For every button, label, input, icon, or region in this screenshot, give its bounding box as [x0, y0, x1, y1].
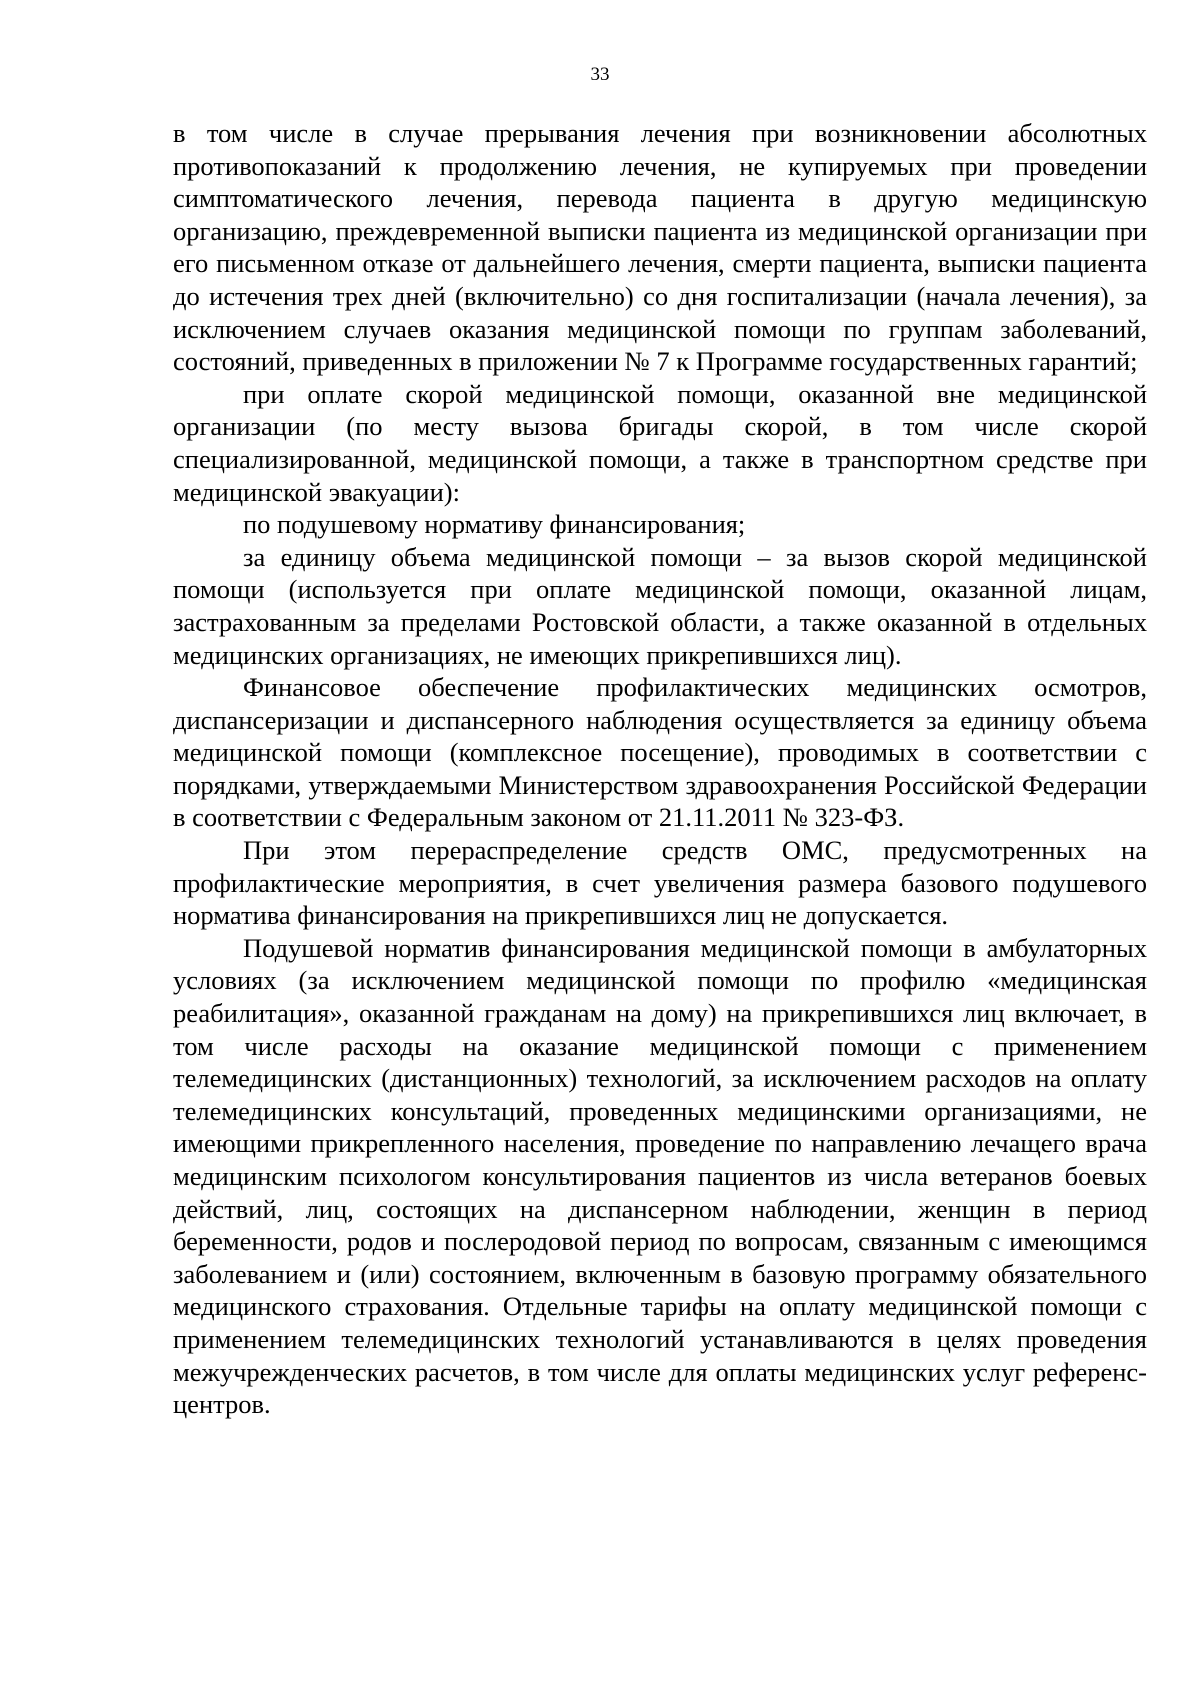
paragraph-per-capita-standard: по подушевому нормативу финансирования; — [243, 509, 746, 540]
paragraph-preventive-financing: Финансовое обеспечение профилактических медицинских осмотров, диспансеризации и диспансерного наблюдения осуществляется за единицу объема медицинской помощи (комплексное посещение), проводимых в соответствии с порядками, утверждаемыми Министерством здравоохранения Российской Федерации в соответствии с Федеральным законом от 21.11.2011 № 323-ФЗ. — [173, 672, 1147, 833]
page-number: 33 — [590, 64, 610, 85]
paragraph-ambulance-payment: при оплате скорой медицинской помощи, оказанной вне медицинской организации (по месту вызова бригады скорой, в том числе скорой специализированной, медицинской помощи, а также в транспортном средстве при медицинской эвакуации): — [173, 378, 1147, 507]
document-body — [173, 117, 1147, 1421]
paragraph-per-call-payment: за единицу объема медицинской помощи – за вызов скорой медицинской помощи (используется при оплате медицинской помощи, оказанной лицам, застрахованным за пределами Ростовской области, а также оказанной в отдельных медицинских организациях, не имеющих прикрепившихся лиц). — [173, 541, 1147, 670]
paragraph-outpatient-standard: Подушевой норматив финансирования медицинской помощи в амбулаторных условиях (за исключением медицинской помощи по профилю «медицинская реабилитация», оказанной гражданам на дому) на прикрепившихся лиц включает, в том числе расходы на оказание медицинской помощи с применением телемедицинских (дистанционных) технологий, за исключением расходов на оплату телемедицинских консультаций, проведенных медицинскими организациями, не имеющими прикрепленного населения, проведение по направлению лечащего врача медицинским психологом консультирования пациентов из числа ветеранов боевых действий, лиц, состоящих на диспансерном наблюдении, женщин в период беременности, родов и послеродовой период по вопросам, связанным с имеющимся заболеванием и (или) состоянием, включенным в базовую программу обязательного медицинского страхования. Отдельные тарифы на оплату медицинской помощи с применением телемедицинских технологий устанавливаются в целях проведения межучрежденческих расчетов, в том числе для оплаты медицинских услуг референс-центров. — [173, 932, 1147, 1420]
paragraph-continuation: в том числе в случае прерывания лечения при возникновении абсолютных противопоказаний к продолжению лечения, не купируемых при проведении симптоматического лечения, перевода пациента в другую медицинскую организацию, преждевременной выписки пациента из медицинской организации при его письменном отказе от дальнейшего лечения, смерти пациента, выписки пациента до истечения трех дней (включительно) со дня госпитализации (начала лечения), за исключением случаев оказания медицинской помощи по группам заболеваний, состояний, приведенных в приложении № 7 к Программе государственных гарантий; — [173, 118, 1147, 377]
paragraph-redistribution: При этом перераспределение средств ОМС, предусмотренных на профилактические мероприятия, в счет увеличения размера базового подушевого норматива финансирования на прикрепившихся лиц не допускается. — [173, 835, 1147, 931]
